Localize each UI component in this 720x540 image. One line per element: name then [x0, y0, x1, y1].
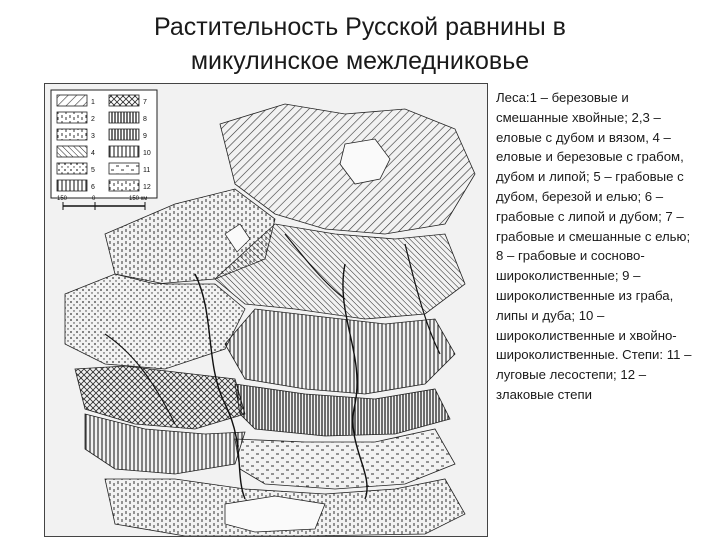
legend-swatch-9 — [109, 129, 139, 140]
legend-number-7: 7 — [143, 99, 147, 106]
legend-swatch-11 — [109, 163, 139, 174]
scale-label-zero: 0 — [92, 196, 96, 202]
legend-number-10: 10 — [143, 150, 151, 157]
legend-number-5: 5 — [91, 167, 95, 174]
scale-label-left: 150 — [57, 196, 68, 202]
legend-swatch-1 — [57, 95, 87, 106]
title-line-1: Растительность Русской равнины в — [154, 13, 566, 41]
legend-number-6: 6 — [91, 184, 95, 191]
legend-swatch-6 — [57, 180, 87, 191]
black-sea — [225, 496, 325, 532]
legend-number-3: 3 — [91, 133, 95, 140]
slide-title — [0, 10, 720, 78]
map-legend — [51, 90, 157, 198]
legend-number-2: 2 — [91, 116, 95, 123]
legend-number-12: 12 — [143, 184, 151, 191]
legend-number-9: 9 — [143, 133, 147, 140]
legend-swatch-3 — [57, 129, 87, 140]
legend-number-1: 1 — [91, 99, 95, 106]
scale-label-right: 150 км — [129, 196, 148, 202]
legend-swatch-10 — [109, 146, 139, 157]
legend-swatch-4 — [57, 146, 87, 157]
legend-description: Леса:1 – березовые и смешанные хвойные; 2,3 – еловые с дубом и вязом, 4 – еловые и березовые с грабом, дубом и липой; 5 – грабовые с дубом, березой и елью; 6 – грабовые с липой и дубом; 7 – грабовые и смешанные с елью; 8 – грабовые и сосново-широколиственные; 9 – широколиственные из граба, липы и дуба; 10 – широколиственные и хвойно-широколиственные. Степи: 11 – луговые лесостепи; 12 – злаковые степи — [496, 90, 692, 402]
legend-number-11: 11 — [143, 167, 151, 174]
zone-6-hornbeam-linden — [225, 309, 455, 394]
legend-swatch-7 — [109, 95, 139, 106]
legend-swatch-12 — [109, 180, 139, 191]
legend-swatch-8 — [109, 112, 139, 123]
legend-swatch-2 — [57, 112, 87, 123]
legend-number-8: 8 — [143, 116, 147, 123]
vegetation-map — [44, 83, 488, 537]
legend-swatch-5 — [57, 163, 87, 174]
title-line-2: микулинское межледниковье — [190, 47, 530, 75]
legend-number-4: 4 — [91, 150, 95, 157]
